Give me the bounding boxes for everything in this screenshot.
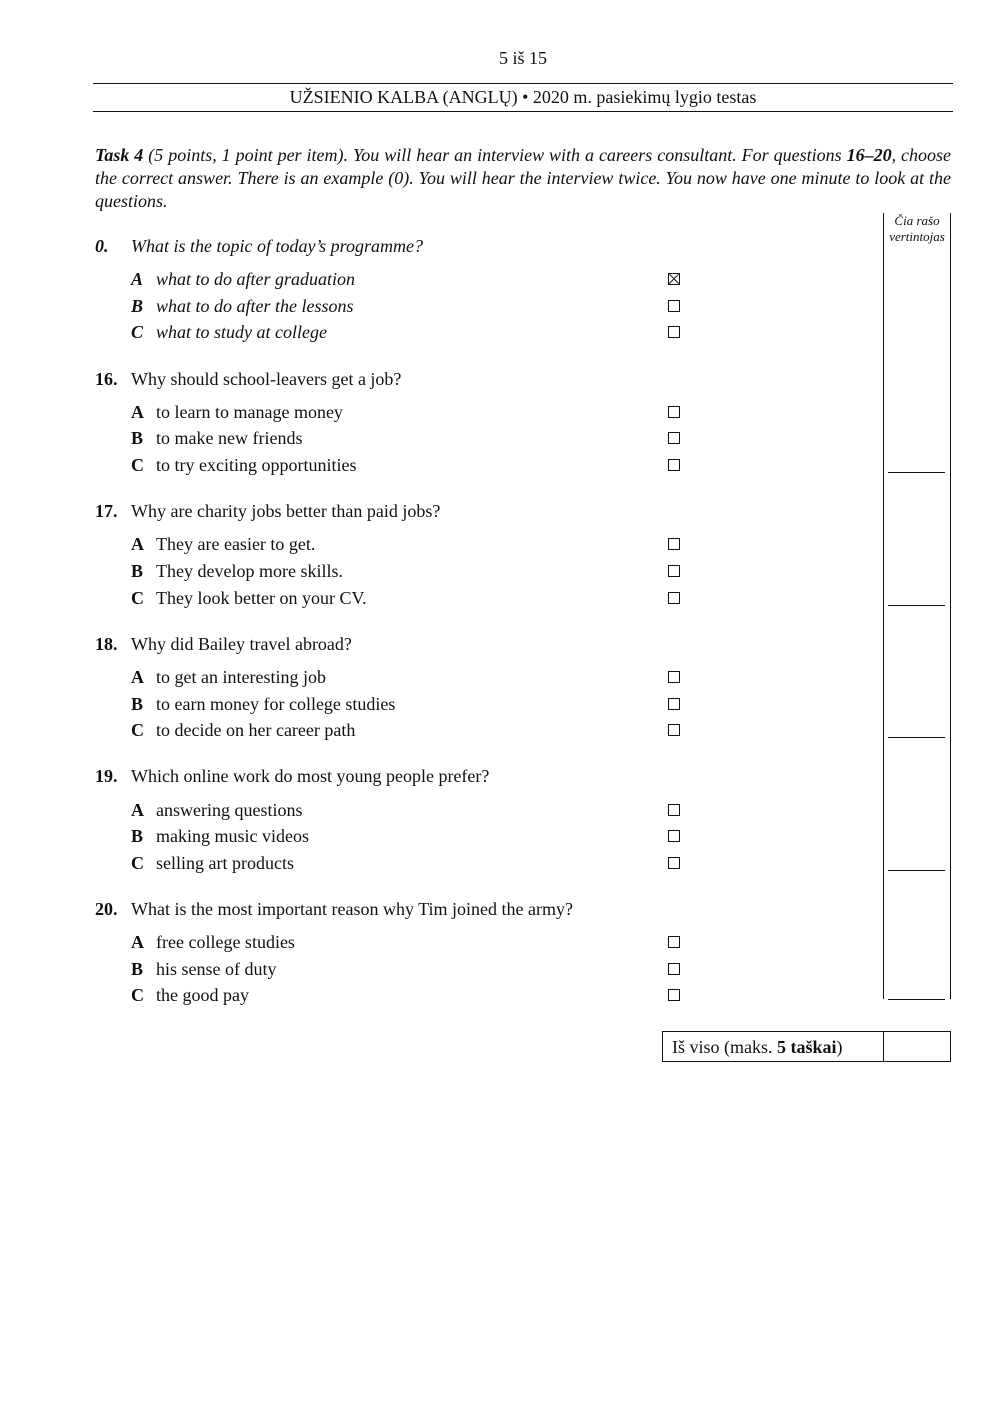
q19-option-text: making music videos xyxy=(156,826,309,846)
total-prefix: Iš viso (maks. xyxy=(672,1037,777,1057)
exam-subject: UŽSIENIO KALBA (ANGLŲ) • 2020 m. pasiekimų lygio testas xyxy=(289,87,757,107)
q18-option-letter: C xyxy=(131,720,144,740)
example-option-checkbox[interactable] xyxy=(668,273,680,285)
example-option-letter: A xyxy=(131,269,144,289)
q17-option-text: They look better on your CV. xyxy=(156,588,367,608)
q19-option-letter: C xyxy=(131,853,144,873)
q16-option-letter: C xyxy=(131,455,144,475)
q16-score-line[interactable] xyxy=(888,472,945,473)
q18-option-c-checkbox[interactable] xyxy=(668,724,680,736)
q16-option-letter: A xyxy=(131,402,144,422)
total-score-label xyxy=(672,1037,843,1058)
q17-option-text: They develop more skills. xyxy=(156,561,343,581)
q18-option-text: to earn money for college studies xyxy=(156,694,396,714)
q19-score-line[interactable] xyxy=(888,870,945,871)
q16-option-b-checkbox[interactable] xyxy=(668,432,680,444)
example-option-letter: B xyxy=(131,296,144,316)
total-suffix: ) xyxy=(836,1037,843,1057)
question-16-number: 16. xyxy=(95,369,118,389)
example-option-checkbox[interactable] xyxy=(668,300,680,312)
question-17-number: 17. xyxy=(95,501,118,521)
task-title: Task 4 xyxy=(95,145,144,165)
q20-option-text: free college studies xyxy=(156,932,295,952)
grader-column-label: Čia rašo vertintojas xyxy=(889,213,945,244)
q19-option-b-checkbox[interactable] xyxy=(668,830,680,842)
q20-option-letter: A xyxy=(131,932,144,952)
q18-option-text: to get an interesting job xyxy=(156,667,326,687)
example-option-checkbox[interactable] xyxy=(668,326,680,338)
q20-option-b-checkbox[interactable] xyxy=(668,963,680,975)
q16-option-text: to learn to manage money xyxy=(156,402,343,422)
q17-option-c-checkbox[interactable] xyxy=(668,592,680,604)
q20-option-a-checkbox[interactable] xyxy=(668,936,680,948)
q18-option-letter: B xyxy=(131,694,144,714)
q16-option-text: to try exciting opportunities xyxy=(156,455,357,475)
question-20-number: 20. xyxy=(95,899,118,919)
example-option-text: what to study at college xyxy=(156,322,327,342)
task-range: 16–20 xyxy=(846,145,892,165)
q20-option-text: the good pay xyxy=(156,985,249,1005)
q17-option-letter: C xyxy=(131,588,144,608)
grader-column-left-border xyxy=(883,213,884,999)
question-17-text: Why are charity jobs better than paid jobs? xyxy=(131,501,441,521)
question-20-text: What is the most important reason why Tim joined the army? xyxy=(131,899,573,919)
q19-option-text: answering questions xyxy=(156,800,303,820)
q19-option-a-checkbox[interactable] xyxy=(668,804,680,816)
example-option-text: what to do after graduation xyxy=(156,269,356,289)
q16-option-a-checkbox[interactable] xyxy=(668,406,680,418)
example-option-text: what to do after the lessons xyxy=(156,296,354,316)
task-intro-part-1: (5 points, 1 point per item). You will hear an interview with a careers consultant. For questions xyxy=(143,145,847,165)
question-19-number: 19. xyxy=(95,766,118,786)
q16-option-letter: B xyxy=(131,428,144,448)
q16-option-text: to make new friends xyxy=(156,428,303,448)
q18-option-b-checkbox[interactable] xyxy=(668,698,680,710)
q20-option-text: his sense of duty xyxy=(156,959,277,979)
total-max-points: 5 taškai xyxy=(777,1037,837,1057)
q16-option-c-checkbox[interactable] xyxy=(668,459,680,471)
q19-option-text: selling art products xyxy=(156,853,294,873)
page-number: 5 iš 15 xyxy=(498,48,547,68)
q19-option-letter: A xyxy=(131,800,144,820)
question-18-text: Why did Bailey travel abroad? xyxy=(131,634,352,654)
q17-option-letter: A xyxy=(131,534,144,554)
q18-option-letter: A xyxy=(131,667,144,687)
q19-option-letter: B xyxy=(131,826,144,846)
example-option-letter: C xyxy=(131,322,144,342)
q17-option-b-checkbox[interactable] xyxy=(668,565,680,577)
q20-option-letter: C xyxy=(131,985,144,1005)
q17-option-letter: B xyxy=(131,561,144,581)
header-bottom-rule xyxy=(93,111,953,112)
q20-option-letter: B xyxy=(131,959,144,979)
example-question: What is the topic of today’s programme? xyxy=(131,236,423,256)
q17-option-a-checkbox[interactable] xyxy=(668,538,680,550)
q19-option-c-checkbox[interactable] xyxy=(668,857,680,869)
q17-option-text: They are easier to get. xyxy=(156,534,316,554)
question-16-text: Why should school-leavers get a job? xyxy=(131,369,402,389)
grader-column-right-border xyxy=(950,213,951,999)
q18-option-a-checkbox[interactable] xyxy=(668,671,680,683)
q18-score-line[interactable] xyxy=(888,737,945,738)
q20-option-c-checkbox[interactable] xyxy=(668,989,680,1001)
total-score-divider xyxy=(883,1031,884,1062)
question-18-number: 18. xyxy=(95,634,118,654)
q20-score-line[interactable] xyxy=(888,999,945,1000)
header-top-rule xyxy=(93,83,953,84)
task-intro-part-2: , choose the correct answer. There is an example (0). You will hear the interview twice. You now have one minute to look at the questions. xyxy=(95,145,951,211)
q17-score-line[interactable] xyxy=(888,605,945,606)
question-19-text: Which online work do most young people prefer? xyxy=(131,766,490,786)
example-number: 0. xyxy=(95,236,109,256)
q18-option-text: to decide on her career path xyxy=(156,720,356,740)
task-instructions xyxy=(95,144,951,213)
